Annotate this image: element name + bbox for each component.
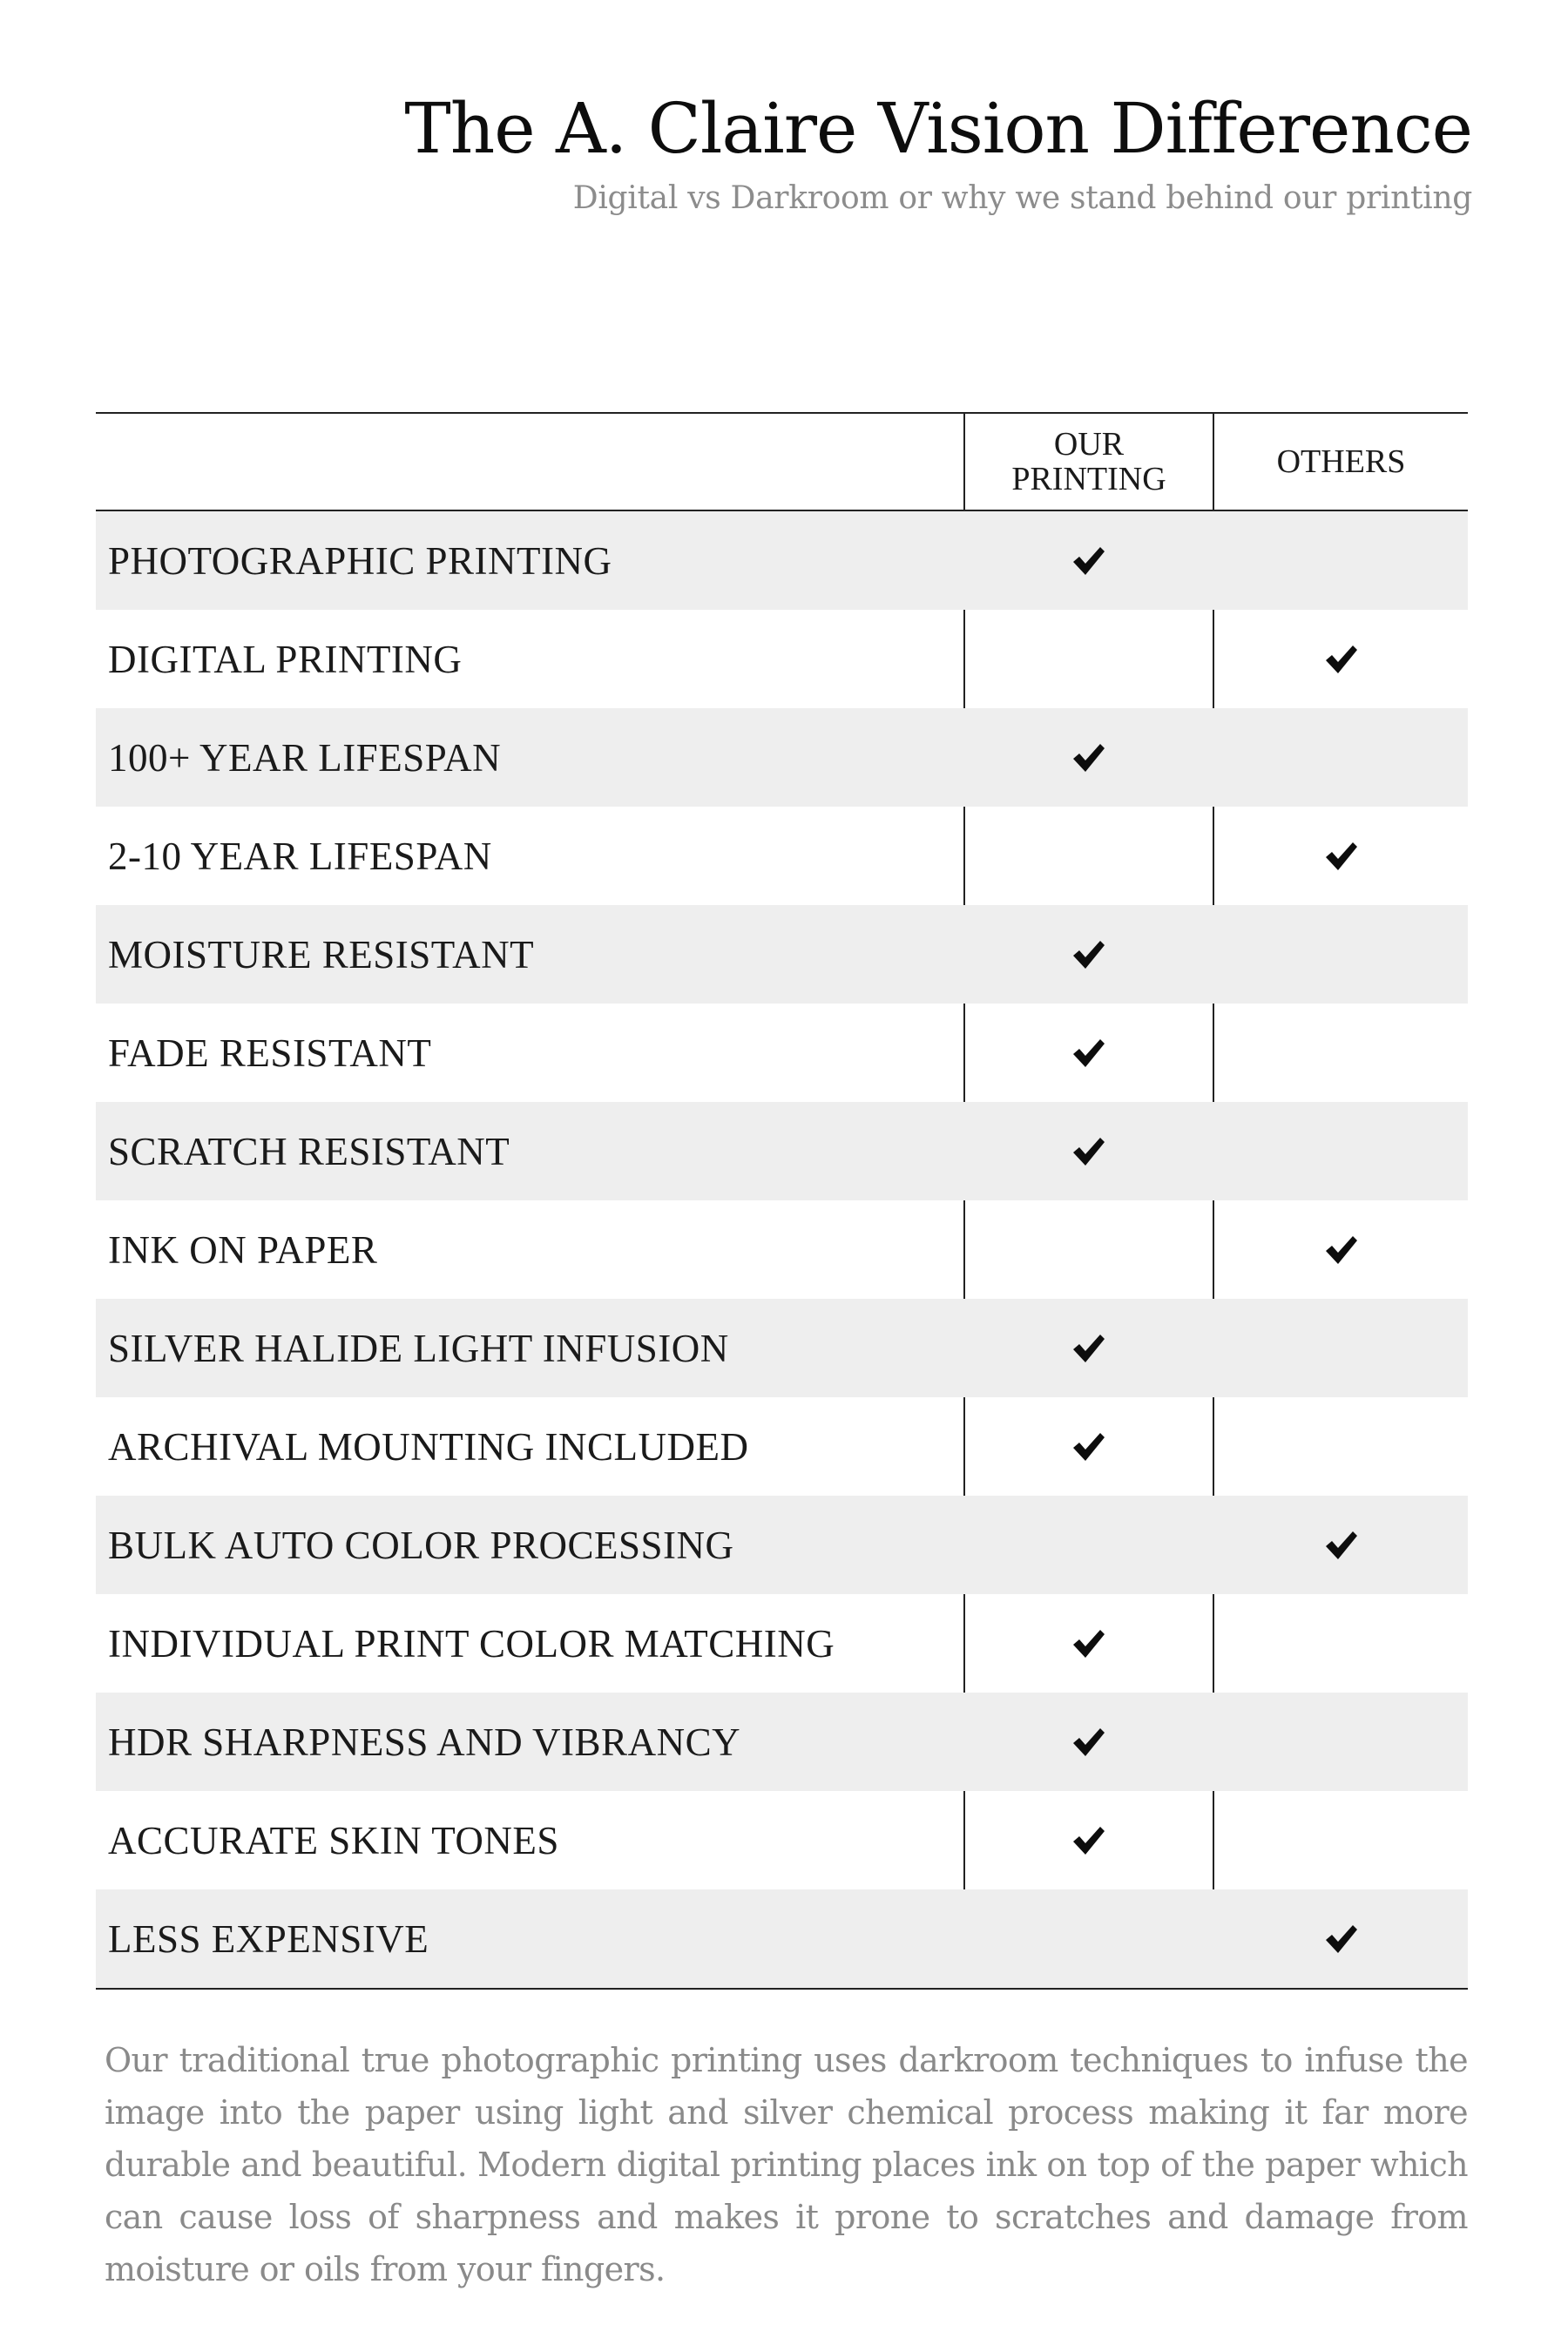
row-label: ACCURATE SKIN TONES — [108, 1818, 559, 1862]
table-body — [96, 511, 1468, 1988]
column-header-our-printing — [965, 414, 1213, 510]
check-mark-icon — [1071, 1431, 1106, 1463]
table-row — [96, 1102, 1468, 1200]
table-row — [96, 511, 1468, 610]
table-row — [96, 1397, 1468, 1496]
row-label: 2-10 YEAR LIFESPAN — [108, 834, 492, 878]
comparison-table — [96, 412, 1468, 1990]
page-title: The A. Claire Vision Difference — [404, 88, 1472, 169]
cell-ours — [965, 1594, 1213, 1693]
table-row — [96, 1693, 1468, 1791]
table-row — [96, 1004, 1468, 1102]
cell-others — [1214, 1397, 1468, 1496]
row-label: HDR SHARPNESS AND VIBRANCY — [108, 1720, 741, 1764]
table-row — [96, 1889, 1468, 1988]
check-mark-icon — [1324, 1234, 1359, 1266]
cell-ours — [965, 511, 1213, 610]
row-label: INK ON PAPER — [108, 1227, 378, 1272]
cell-ours — [965, 1299, 1213, 1397]
column-header-label: OTHERS — [1276, 443, 1406, 480]
check-mark-icon — [1071, 545, 1106, 577]
check-mark-icon — [1324, 644, 1359, 675]
cell-ours — [965, 708, 1213, 807]
table-row — [96, 1594, 1468, 1693]
column-header-label: OUR PRINTING — [1011, 426, 1166, 497]
cell-others — [1214, 1200, 1468, 1299]
check-mark-icon — [1324, 841, 1359, 872]
cell-others — [1214, 1496, 1468, 1594]
cell-ours — [965, 1102, 1213, 1200]
cell-others — [1214, 1693, 1468, 1791]
cell-others — [1214, 1299, 1468, 1397]
page-header — [166, 88, 1472, 216]
cell-others — [1214, 1102, 1468, 1200]
cell-ours — [965, 1889, 1213, 1988]
table-row — [96, 1200, 1468, 1299]
page-subtitle: Digital vs Darkroom or why we stand behind our printing — [572, 180, 1472, 216]
table-row — [96, 807, 1468, 905]
table-row — [96, 1496, 1468, 1594]
check-mark-icon — [1071, 1333, 1106, 1364]
table-header — [96, 414, 1468, 511]
table-row — [96, 905, 1468, 1004]
row-label: FADE RESISTANT — [108, 1031, 432, 1075]
column-header-others — [1214, 414, 1468, 510]
cell-ours — [965, 610, 1213, 708]
cell-others — [1214, 807, 1468, 905]
cell-others — [1214, 708, 1468, 807]
row-label: MOISTURE RESISTANT — [108, 932, 535, 977]
row-label: ARCHIVAL MOUNTING INCLUDED — [108, 1424, 749, 1469]
check-mark-icon — [1071, 1825, 1106, 1856]
cell-others — [1214, 1791, 1468, 1889]
check-mark-icon — [1071, 1136, 1106, 1167]
cell-ours — [965, 905, 1213, 1004]
row-label: 100+ YEAR LIFESPAN — [108, 735, 502, 780]
table-row — [96, 1791, 1468, 1889]
cell-ours — [965, 1496, 1213, 1594]
check-mark-icon — [1324, 1530, 1359, 1561]
cell-others — [1214, 1594, 1468, 1693]
check-mark-icon — [1071, 1727, 1106, 1758]
cell-ours — [965, 807, 1213, 905]
row-label: PHOTOGRAPHIC PRINTING — [108, 538, 612, 583]
table-row — [96, 610, 1468, 708]
cell-ours — [965, 1397, 1213, 1496]
row-label: INDIVIDUAL PRINT COLOR MATCHING — [108, 1621, 835, 1666]
check-mark-icon — [1071, 742, 1106, 774]
cell-others — [1214, 610, 1468, 708]
description-paragraph: Our traditional true photographic printing uses darkroom techniques to infuse the image into the paper using light and silver chemical process making it far more durable and beautiful. Modern digital printing places ink on top of the paper which can cause loss of sharpness and makes it prone to scratches and damage from moisture or oils from your fingers. — [105, 2041, 1468, 2288]
check-mark-icon — [1324, 1923, 1359, 1955]
cell-ours — [965, 1004, 1213, 1102]
row-label: BULK AUTO COLOR PROCESSING — [108, 1523, 734, 1567]
check-mark-icon — [1071, 939, 1106, 970]
cell-others — [1214, 905, 1468, 1004]
cell-others — [1214, 1004, 1468, 1102]
check-mark-icon — [1071, 1037, 1106, 1069]
cell-others — [1214, 511, 1468, 610]
cell-ours — [965, 1693, 1213, 1791]
row-label: DIGITAL PRINTING — [108, 637, 463, 681]
cell-ours — [965, 1791, 1213, 1889]
cell-others — [1214, 1889, 1468, 1988]
row-label: SILVER HALIDE LIGHT INFUSION — [108, 1326, 729, 1370]
check-mark-icon — [1071, 1628, 1106, 1659]
row-label: SCRATCH RESISTANT — [108, 1129, 510, 1173]
table-row — [96, 1299, 1468, 1397]
table-row — [96, 708, 1468, 807]
cell-ours — [965, 1200, 1213, 1299]
row-label: LESS EXPENSIVE — [108, 1916, 429, 1961]
